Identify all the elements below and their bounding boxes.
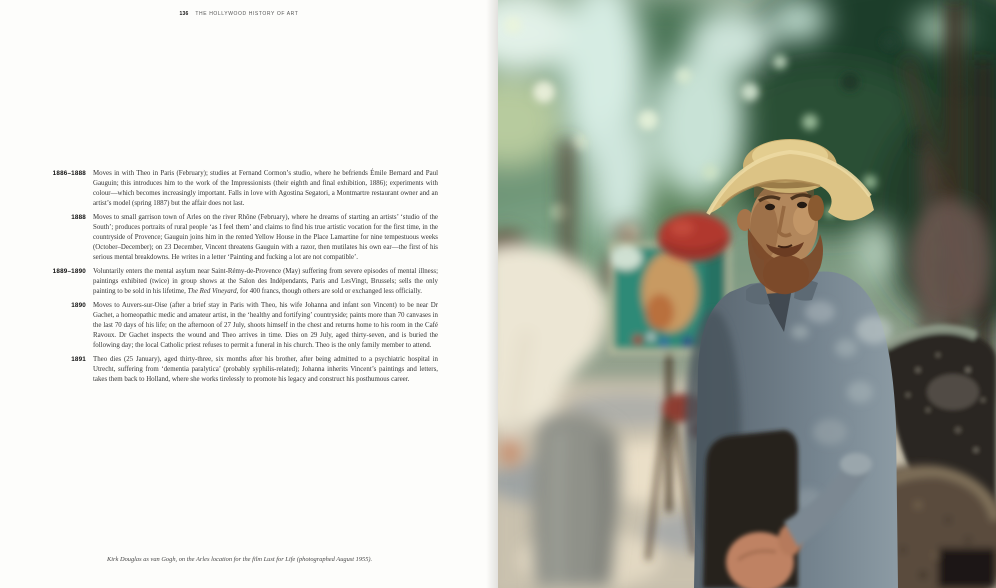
timeline-text-run: , for 400 francs, though others are sold or exchanged less officially. (236, 287, 422, 295)
right-eye (797, 202, 807, 208)
timeline-text (93, 267, 438, 297)
beard-chin (763, 255, 809, 293)
red-parasol (658, 213, 730, 261)
timeline-year: 1888 (71, 213, 86, 221)
photo-kirk-douglas-as-van-gogh (498, 0, 996, 588)
timeline-text (93, 169, 438, 209)
left-eye (765, 204, 775, 210)
temple-hair (808, 195, 824, 221)
timeline-text-run: Moves to Auvers-sur-Oise (after a brief stay in Paris with Theo, his wife Johanna and infant son Vincent) to be near Dr Gachet, a homeopathic medic and amateur artist, in the ‘healthy and fortifying’ countryside; paints more than 70 canvases in the last 70 days of his life; on the afternoon of 27 July, shoots himself in the chest and returns home to his room in the Café Ravoux. Dr Gachet inspects the wound and Theo arrives in time. Dies on 29 July, aged thirty-seven, and is buried the following day; the local Catholic priest refuses to permit a funeral in his church. Theo is the only family member to attend. (93, 302, 438, 349)
timeline-entry (52, 213, 438, 263)
timeline-text-italic: The Red Vineyard (187, 287, 237, 295)
timeline-text (93, 301, 438, 351)
timeline-text-run: Theo dies (25 January), aged thirty-three, six months after his brother, after being admitted to a psychiatric hospital in Utrecht, suffering from ‘dementia paralytica’ (probably syphilis-related); Johanna inherits Vincent’s paintings and letters, takes them back to Holland, where she works tirelessly to promote his legacy and construct his posthumous career. (93, 356, 438, 384)
caption-film-title: Lust for Life (263, 556, 296, 563)
timeline-entry (52, 169, 438, 209)
timeline-text (93, 213, 438, 263)
timeline-text (93, 355, 438, 385)
timeline-entry (52, 267, 438, 297)
timeline-year: 1890 (71, 302, 86, 310)
photo-illustration (498, 0, 996, 588)
page-number: 136 (179, 11, 189, 17)
running-head (0, 11, 478, 17)
timeline (52, 169, 438, 390)
caption-text: (photographed August 1955). (295, 556, 373, 563)
timeline-text-run: Moves to small garrison town of Arles on the river Rhône (February), where he dreams of starting an artists’ ‘studio of the South’; produces portraits of rural people ‘as I feel them’ and claims to find his true artistic vocation for the first time, in the countryside of Provence; Gauguin joins him in the rented Yellow House in the Place Lamartine for nine tempestuous weeks (October–December); on 23 December, Vincent threatens Gauguin with a razor, then mutilates his own ear—the first of his serious mental breakdowns. He writes in a letter ‘Painting and fucking a lot are not compatible’. (93, 214, 438, 261)
timeline-text-run: Voluntarily enters the mental asylum near Saint-Rémy-de-Provence (May) suffering from severe episodes of mental illness; paintings exhibited (twice) in group shows at the Salon des Indépendants, Paris and LesVingt, Brussels; sells the only painting to be sold in his lifetime, (93, 268, 438, 295)
timeline-year: 1891 (71, 356, 86, 364)
photo-caption (107, 556, 467, 563)
timeline-entry (52, 301, 438, 351)
caption-text: Kirk Douglas as van Gogh, on the Arles location for the film (107, 556, 264, 563)
timeline-year: 1886–1888 (52, 169, 86, 177)
running-title: THE HOLLYWOOD HISTORY OF ART (195, 11, 299, 17)
timeline-text-run: Moves in with Theo in Paris (February); studies at Fernand Cormon’s studio, where he befriends Émile Bernard and Paul Gauguin; this introduces him to the work of the Impressionists (their eighth and final exhibition, 1886); experiments with colour—which becomes increasingly important. Falls in love with Agostina Segatori, a Montmartre restaurant owner and an artist’s model (spring 1887) but the affair does not last. (93, 170, 438, 207)
timeline-entry (52, 355, 438, 385)
kirk-douglas-figure (685, 139, 898, 588)
timeline-year: 1889–1890 (52, 267, 86, 275)
